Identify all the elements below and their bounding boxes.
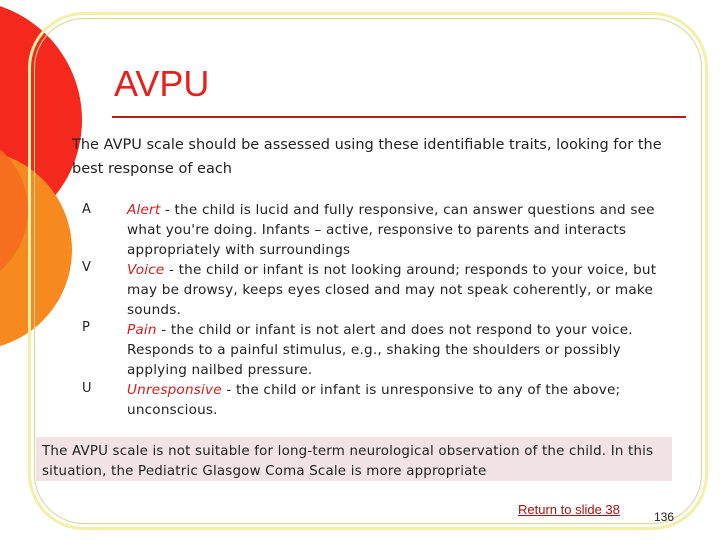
separator: - [156, 322, 171, 338]
avpu-definitions [127, 200, 682, 420]
page-number: 136 [654, 510, 675, 524]
note-box: The AVPU scale is not suitable for long-term neurological observation of the child. In this situation, the Pediatric Glasgow Coma Scale is more appropriate [36, 437, 672, 481]
return-to-slide-link[interactable]: Return to slide 38 [518, 502, 620, 517]
term-alert: Alert [127, 202, 161, 218]
definition-alert [127, 200, 682, 260]
term-pain: Pain [127, 322, 157, 338]
description-unresponsive: the child or infant is unresponsive to any of the above; unconscious. [127, 382, 621, 418]
slide-title: AVPU [114, 63, 210, 104]
letter-u: U [82, 381, 92, 396]
letter-p: P [82, 320, 90, 335]
separator: - [160, 202, 175, 218]
separator: - [164, 262, 179, 278]
letter-a: A [82, 202, 91, 217]
intro-text: The AVPU scale should be assessed using these identifiable traits, looking for the best response of each [72, 137, 662, 177]
term-voice: Voice [127, 262, 165, 278]
definition-pain [127, 320, 682, 380]
definition-voice [127, 260, 682, 320]
separator: - [221, 382, 236, 398]
term-unresponsive: Unresponsive [127, 382, 222, 398]
description-alert: the child is lucid and fully responsive, can answer questions and see what you're doing. Infants – active, responsive to parents and interacts appropriately with surroundings [127, 202, 655, 258]
description-voice: the child or infant is not looking around; responds to your voice, but may be drowsy, keeps eyes closed and may not speak coherently, or make sounds. [127, 262, 657, 318]
title-underline [112, 116, 686, 118]
description-pain: the child or infant is not alert and does not respond to your voice. Responds to a painful stimulus, e.g., shaking the shoulders or possibly applying nailbed pressure. [127, 322, 633, 378]
definition-unresponsive [127, 380, 682, 420]
letter-v: V [82, 260, 91, 275]
